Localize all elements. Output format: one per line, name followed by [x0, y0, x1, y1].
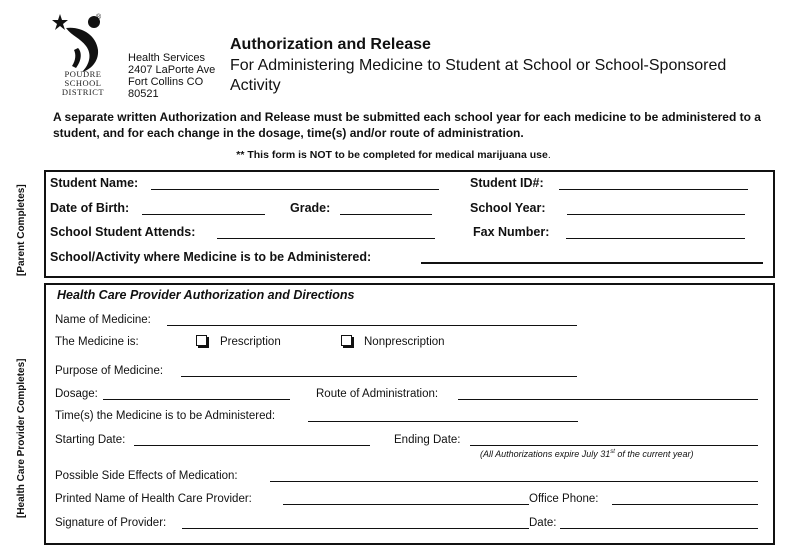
purpose-field[interactable]	[181, 376, 577, 377]
prescription-label: Prescription	[220, 336, 281, 348]
school-attends-field[interactable]	[217, 238, 435, 239]
medicine-name-field[interactable]	[167, 325, 577, 326]
provider-side-label: [Health Care Provider Completes]	[16, 358, 27, 518]
grade-label: Grade:	[290, 201, 331, 215]
activity-label: School/Activity where Medicine is to be Administered:	[50, 250, 372, 264]
medicine-is-label: The Medicine is:	[55, 336, 139, 348]
student-id-field[interactable]	[559, 189, 748, 190]
student-id-label: Student ID#:	[470, 176, 544, 190]
times-field[interactable]	[308, 421, 578, 422]
end-date-label: Ending Date:	[394, 434, 461, 446]
signature-field[interactable]	[182, 528, 529, 529]
route-field[interactable]	[458, 399, 758, 400]
dob-label: Date of Birth:	[50, 201, 130, 215]
medicine-name-label: Name of Medicine:	[55, 314, 151, 326]
dosage-label: Dosage:	[55, 388, 98, 400]
school-attends-label: School Student Attends:	[50, 225, 196, 239]
form-title: Authorization and Release	[230, 36, 431, 53]
provider-heading: Health Care Provider Authorization and Directions	[57, 288, 355, 302]
route-label: Route of Administration:	[316, 388, 439, 400]
prescription-checkbox[interactable]	[196, 335, 207, 346]
grade-field[interactable]	[340, 214, 432, 215]
nonprescription-checkbox[interactable]	[341, 335, 352, 346]
provider-name-label: Printed Name of Health Care Provider:	[55, 493, 252, 505]
logo-text: POUDRE SCHOOL DISTRICT	[61, 69, 105, 97]
expire-note: (All Authorizations expire July 31st of the current year)	[480, 449, 694, 459]
end-date-field[interactable]	[470, 445, 758, 446]
student-name-field[interactable]	[151, 189, 439, 190]
fax-field[interactable]	[566, 238, 745, 239]
fax-label: Fax Number:	[473, 225, 550, 239]
dosage-field[interactable]	[103, 399, 290, 400]
office-phone-label: Office Phone:	[529, 493, 599, 505]
signature-label: Signature of Provider:	[55, 517, 167, 529]
date-field[interactable]	[560, 528, 758, 529]
parent-side-label: [Parent Completes]	[16, 184, 27, 276]
start-date-field[interactable]	[134, 445, 370, 446]
marijuana-notice: ** This form is NOT to be completed for medical marijuana use.	[236, 149, 551, 161]
side-effects-field[interactable]	[270, 481, 758, 482]
purpose-label: Purpose of Medicine:	[55, 365, 164, 377]
date-label: Date:	[529, 517, 557, 529]
school-year-label: School Year:	[470, 201, 546, 215]
notice-text: A separate written Authorization and Release must be submitted each school year for each medicine to be administered to a student, and for each change in the dosage, time(s) and/or route of administration.	[53, 110, 761, 140]
dob-field[interactable]	[142, 214, 265, 215]
office-phone-field[interactable]	[612, 504, 758, 505]
activity-field[interactable]	[421, 262, 763, 264]
nonprescription-label: Nonprescription	[364, 336, 445, 348]
provider-name-field[interactable]	[283, 504, 529, 505]
start-date-label: Starting Date:	[55, 434, 126, 446]
address-block: Health Services 2407 LaPorte Ave Fort Collins CO 80521	[128, 52, 216, 100]
form-subtitle: For Administering Medicine to Student at School or School-Sponsored Activity	[230, 57, 727, 94]
registered-mark: ®	[96, 14, 102, 21]
side-effects-label: Possible Side Effects of Medication:	[55, 470, 238, 482]
student-name-label: Student Name:	[50, 176, 139, 190]
school-year-field[interactable]	[567, 214, 745, 215]
times-label: Time(s) the Medicine is to be Administered:	[55, 410, 276, 422]
